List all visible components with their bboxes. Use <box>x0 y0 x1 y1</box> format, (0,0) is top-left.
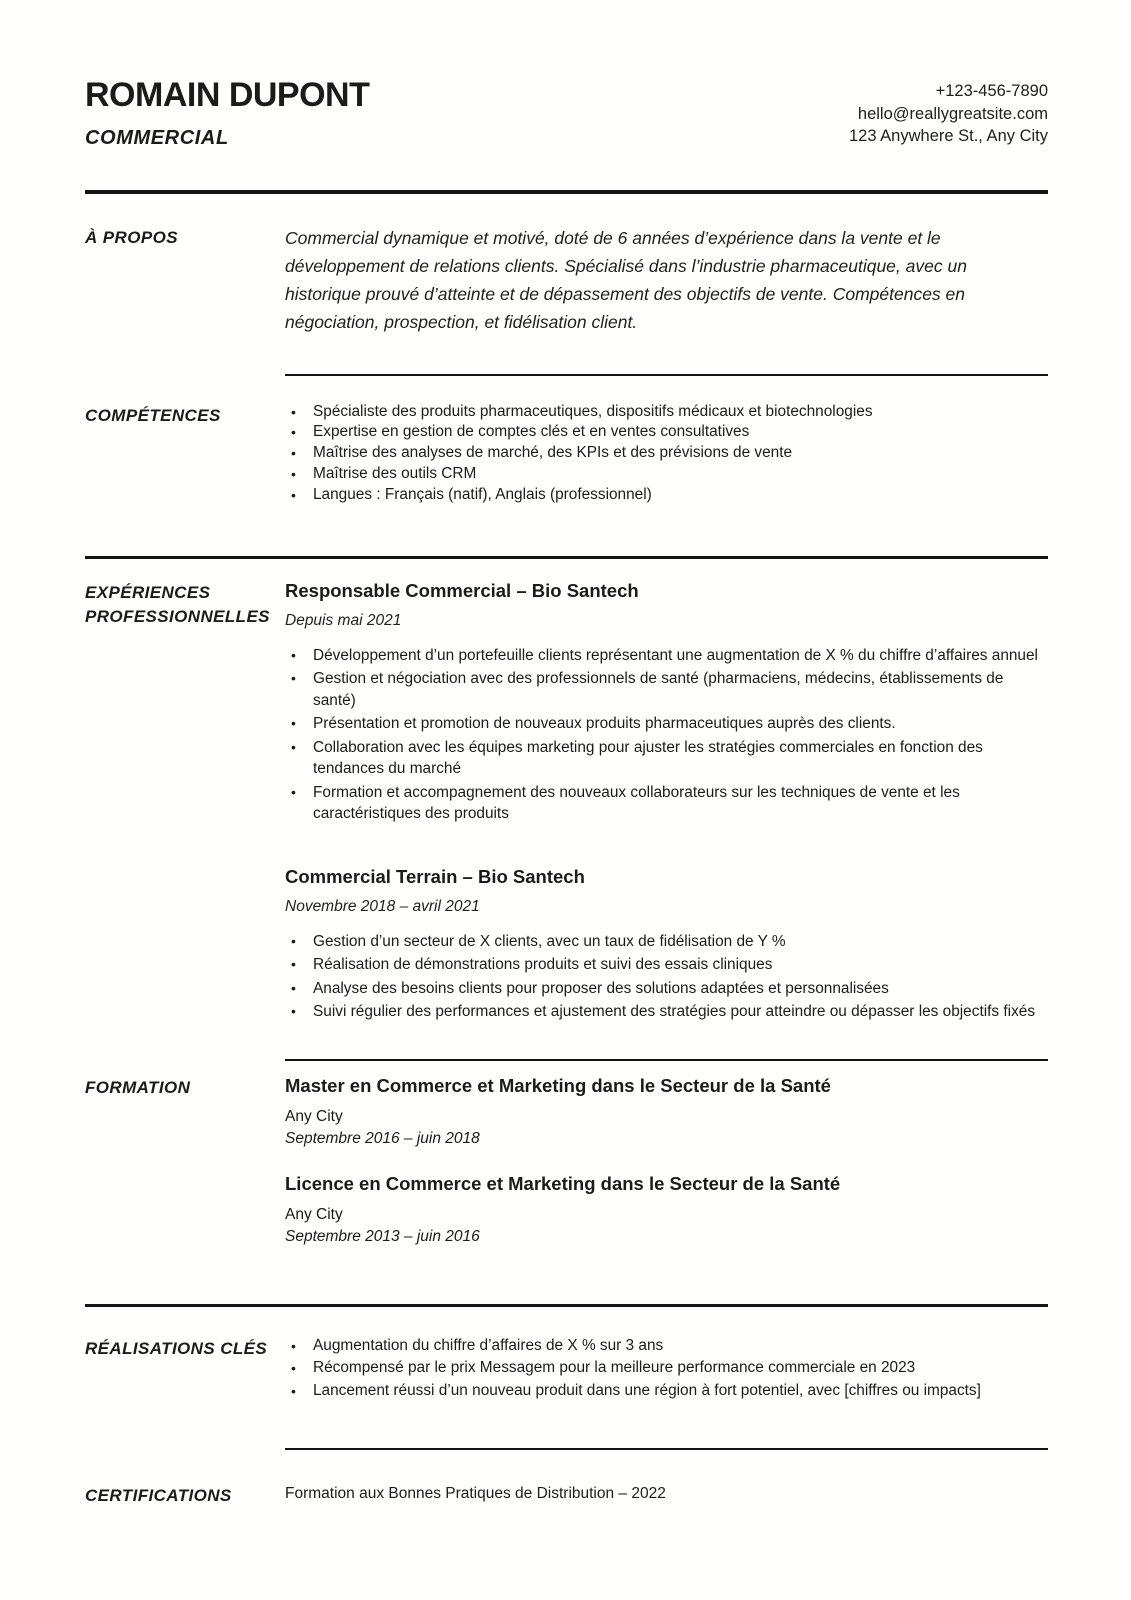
experience-label-line2: PROFESSIONNELLES <box>85 606 270 626</box>
bullet-icon: • <box>291 670 296 687</box>
job-bullet-text: Analyse des besoins clients pour proposer des solutions adaptées et personnalisées <box>313 979 889 997</box>
degree-entry <box>285 1074 1048 1150</box>
job-bullet <box>285 782 1045 825</box>
contact-phone: +123-456-7890 <box>935 82 1048 100</box>
certifications-section-label: CERTIFICATIONS <box>85 1486 232 1506</box>
bullet-icon: • <box>291 979 296 996</box>
job-bullet <box>285 954 1045 976</box>
job-bullet <box>285 713 1045 735</box>
job-bullet-text: Présentation et promotion de nouveaux produits pharmaceutiques auprès des clients. <box>313 715 896 733</box>
education-content <box>285 1074 1048 1248</box>
job-bullet-text: Collaboration avec les équipes marketing pour ajuster les stratégies commerciales en fonction des tendances du marché <box>313 738 983 778</box>
formation-divider <box>285 1059 1048 1061</box>
job-title: Commercial Terrain – Bio Santech <box>285 865 585 887</box>
job-bullet <box>285 737 1045 780</box>
skill-text: Langues : Français (natif), Anglais (professionnel) <box>313 485 652 503</box>
bullet-icon: • <box>291 1360 296 1377</box>
person-name: ROMAIN DUPONT <box>85 76 370 114</box>
achievements-divider <box>85 1304 1048 1307</box>
skill-text: Maîtrise des outils CRM <box>313 465 477 483</box>
skill-item <box>285 402 1048 423</box>
contact-block <box>849 80 1048 148</box>
achievement-text: Récompensé par le prix Messagem pour la meilleure performance commerciale en 2023 <box>313 1359 916 1377</box>
certification-text: Formation aux Bonnes Pratiques de Distribution – 2022 <box>285 1485 666 1503</box>
achievement-item <box>285 1357 1048 1380</box>
job-dates: Depuis mai 2021 <box>285 611 402 629</box>
contact-address: 123 Anywhere St., Any City <box>848 127 1048 145</box>
section-achievements <box>85 1335 1048 1403</box>
about-section-label: À PROPOS <box>85 227 178 247</box>
degree-title: Licence en Commerce et Marketing dans le Secteur de la Santé <box>285 1172 841 1194</box>
bullet-icon: • <box>291 715 296 732</box>
skills-section-label: COMPÉTENCES <box>85 405 221 425</box>
skill-item <box>285 485 1048 506</box>
skill-text: Expertise en gestion de comptes clés et en ventes consultatives <box>313 423 750 441</box>
header <box>85 78 1048 150</box>
bullet-icon: • <box>291 466 296 483</box>
achievement-item <box>285 1380 1048 1403</box>
experience-divider <box>85 556 1048 559</box>
degree-title: Master en Commerce et Marketing dans le Secteur de la Santé <box>285 1074 831 1096</box>
bullet-icon: • <box>291 932 296 949</box>
skills-divider <box>285 374 1048 376</box>
job-dates: Novembre 2018 – avril 2021 <box>285 897 480 915</box>
achievement-item <box>285 1335 1048 1358</box>
job-bullet-text: Suivi régulier des performances et ajustement des stratégies pour atteindre ou dépasser les objectifs fixés <box>313 1003 1036 1021</box>
job-bullet-text: Formation et accompagnement des nouveaux collaborateurs sur les techniques de vente et les caractéristiques des produits <box>313 783 960 823</box>
degree-entry <box>285 1172 1048 1248</box>
skill-item <box>285 464 1048 485</box>
job-bullet <box>285 668 1045 711</box>
job-bullet-text: Gestion d’un secteur de X clients, avec un taux de fidélisation de Y % <box>313 932 786 950</box>
skill-text: Spécialiste des produits pharmaceutiques, dispositifs médicaux et biotechnologies <box>313 402 873 420</box>
achievement-text: Lancement réussi d’un nouveau produit dans une région à fort potentiel, avec [chiffres ou impacts] <box>313 1381 981 1399</box>
header-divider <box>85 190 1048 194</box>
experience-section-label <box>85 579 285 1025</box>
job-entry <box>285 865 1048 1023</box>
education-section-label: FORMATION <box>85 1077 191 1097</box>
degree-location: Any City <box>285 1107 343 1125</box>
job-title: Responsable Commercial – Bio Santech <box>285 579 639 601</box>
bullet-icon: • <box>291 424 296 441</box>
section-about <box>85 224 1048 336</box>
job-bullet-text: Réalisation de démonstrations produits et suivi des essais cliniques <box>313 956 773 974</box>
bullet-icon: • <box>291 445 296 462</box>
section-education <box>85 1074 1048 1248</box>
job-bullet-list <box>285 931 1045 1023</box>
certifications-divider <box>285 1448 1048 1450</box>
experience-label-line1: EXPÉRIENCES <box>85 582 211 602</box>
bullet-icon: • <box>291 956 296 973</box>
bullet-icon: • <box>291 486 296 503</box>
skill-item <box>285 443 1048 464</box>
bullet-icon: • <box>291 783 296 800</box>
bullet-icon: • <box>291 646 296 663</box>
achievement-text: Augmentation du chiffre d’affaires de X % sur 3 ans <box>313 1336 664 1354</box>
bullet-icon: • <box>291 403 296 420</box>
section-certifications <box>85 1482 1048 1508</box>
achievements-list <box>285 1335 1048 1403</box>
job-entry <box>285 579 1048 825</box>
bullet-icon: • <box>291 1337 296 1354</box>
job-bullet <box>285 1001 1045 1023</box>
bullet-icon: • <box>291 1382 296 1399</box>
degree-location: Any City <box>285 1205 343 1223</box>
contact-email: hello@reallygreatsite.com <box>857 104 1048 123</box>
skill-item <box>285 422 1048 443</box>
experience-content <box>285 579 1048 1025</box>
job-bullet <box>285 978 1045 1000</box>
section-skills <box>85 402 1048 506</box>
job-bullet <box>285 645 1045 667</box>
about-text: Commercial dynamique et motivé, doté de 6 années d’expérience dans la vente et le développement de relations clients. Spécialisé dans l’industrie pharmaceutique, avec un historique prouvé d’atteinte et de dépassement des objectifs de vente. Compétences en négociation, prospection, et fidélisation client. <box>285 227 967 332</box>
achievements-section-label: RÉALISATIONS CLÉS <box>85 1338 268 1358</box>
bullet-icon: • <box>291 738 296 755</box>
section-experience <box>85 579 1048 1025</box>
skills-list <box>285 402 1048 506</box>
degree-dates: Septembre 2013 – juin 2016 <box>285 1227 480 1245</box>
job-bullet-text: Développement d’un portefeuille clients représentant une augmentation de X % du chiffre d’affaires annuel <box>313 646 1038 664</box>
job-bullet <box>285 931 1045 953</box>
person-job-title: COMMERCIAL <box>85 126 229 149</box>
degree-dates: Septembre 2016 – juin 2018 <box>285 1129 480 1147</box>
bullet-icon: • <box>291 1003 296 1020</box>
job-bullet-list <box>285 645 1045 825</box>
job-bullet-text: Gestion et négociation avec des professionnels de santé (pharmaciens, médecins, établissements de santé) <box>313 670 1004 709</box>
skill-text: Maîtrise des analyses de marché, des KPIs et des prévisions de vente <box>313 444 793 462</box>
